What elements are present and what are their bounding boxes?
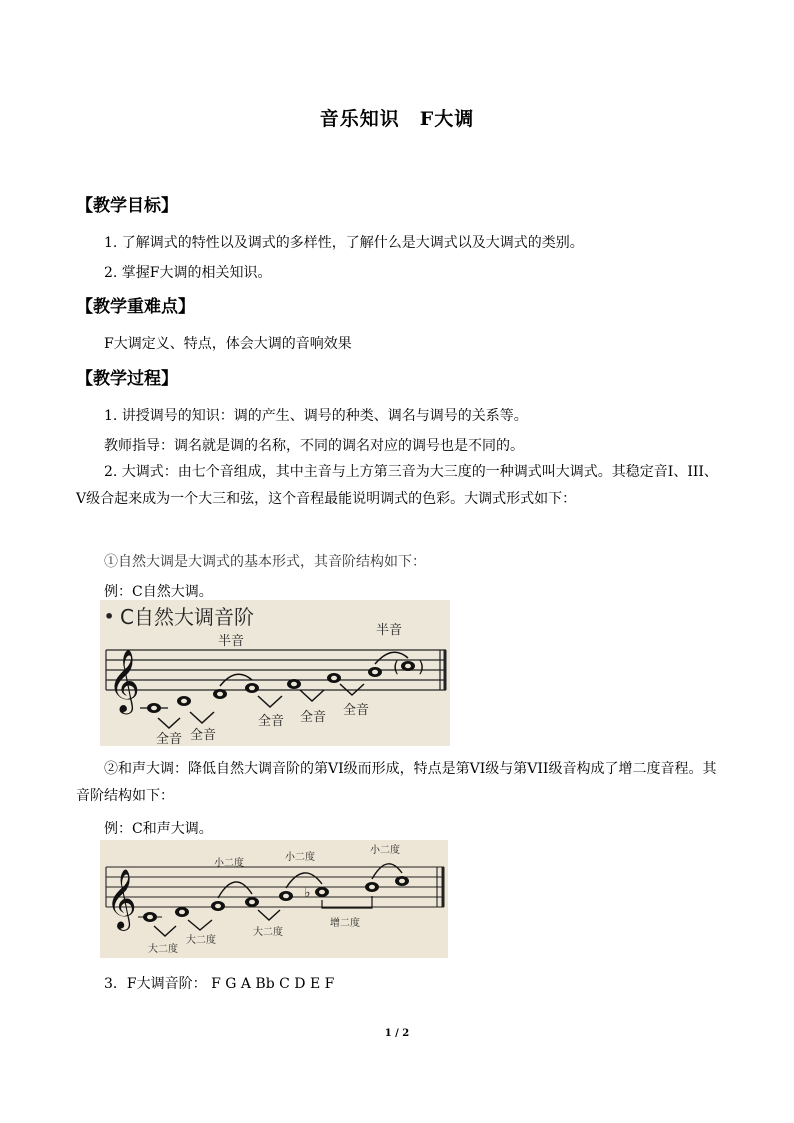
label-whole-step-5: 全音: [343, 703, 370, 718]
harmonic-major-example: 例：C和声大调。: [104, 821, 213, 837]
augmented-second-bracket: [322, 896, 372, 908]
figure-title: C自然大调音阶: [120, 605, 254, 629]
label-half-step-1: 半音: [218, 634, 245, 649]
scale-notes: [140, 661, 415, 713]
label-minor-second-1: 小二度: [214, 858, 244, 869]
flat-sign-icon: ♭: [304, 885, 311, 901]
natural-major-example: 例：C自然大调。: [104, 584, 213, 600]
harmonic-major-scale-figure: [100, 840, 448, 958]
staff-lines-2: [106, 867, 444, 907]
harmonic-major-intro: ②和声大调：降低自然大调音阶的第VI级而形成，特点是第VI级与第VII级音构成了增二度音程。其音阶结构如下：: [76, 761, 717, 804]
natural-major-scale-figure: [100, 600, 450, 746]
goal-item-2: 2. 掌握F大调的相关知识。: [104, 265, 272, 281]
label-major-second-1: 大二度: [148, 944, 178, 955]
heading-key-points: 【教学重难点】: [76, 297, 195, 317]
key-points-text: F大调定义、特点，体会大调的音响效果: [104, 336, 352, 352]
heading-teaching-goals: 【教学目标】: [76, 196, 178, 216]
label-major-second-2: 大二度: [186, 935, 216, 946]
label-whole-step-3: 全音: [258, 714, 285, 729]
teacher-note: 教师指导：调名就是调的名称，不同的调名对应的调号也是不同的。: [104, 438, 524, 454]
label-minor-second-2: 小二度: [285, 852, 315, 863]
label-half-step-2: 半音: [376, 623, 403, 638]
heading-teaching-process: 【教学过程】: [76, 369, 178, 389]
treble-clef-icon-2: 𝄞: [106, 869, 137, 929]
svg-text:(: (: [393, 657, 400, 676]
label-minor-second-3: 小二度: [370, 845, 400, 856]
page-title: 音乐知识 F大调: [319, 108, 475, 130]
treble-clef-icon: 𝄞: [108, 649, 140, 712]
goal-item-1: 1. 了解调式的特性以及调式的多样性，了解什么是大调式以及大调式的类别。: [104, 235, 584, 251]
process-item-1: 1. 讲授调号的知识：调的产生、调号的种类、调名与调号的关系等。: [104, 408, 528, 424]
svg-text:): ): [418, 657, 425, 676]
label-augmented-second: 增二度: [330, 918, 360, 929]
process-item-2: 2. 大调式：由七个音组成，其中主音与上方第三音为大三度的一种调式叫大调式。其稳定音I、III、V级合起来成为一个大三和弦，这个音程最能说明调式的色彩。大调式形式如下：: [76, 464, 718, 507]
label-whole-step-4: 全音: [300, 710, 327, 725]
natural-major-intro: ①自然大调是大调式的基本形式，其音阶结构如下：: [104, 554, 426, 570]
figure-bullet: •: [104, 607, 115, 626]
page-number: 1 / 2: [384, 1028, 410, 1039]
natural-major-staff: [100, 600, 450, 746]
label-major-second-3: 大二度: [253, 927, 283, 938]
harmonic-major-staff: [100, 840, 448, 958]
label-whole-step-2: 全音: [190, 728, 217, 743]
label-whole-step-1: 全音: [156, 732, 183, 746]
f-major-scale-line: 3．F大调音阶： F G A Bb C D E F: [104, 976, 335, 992]
